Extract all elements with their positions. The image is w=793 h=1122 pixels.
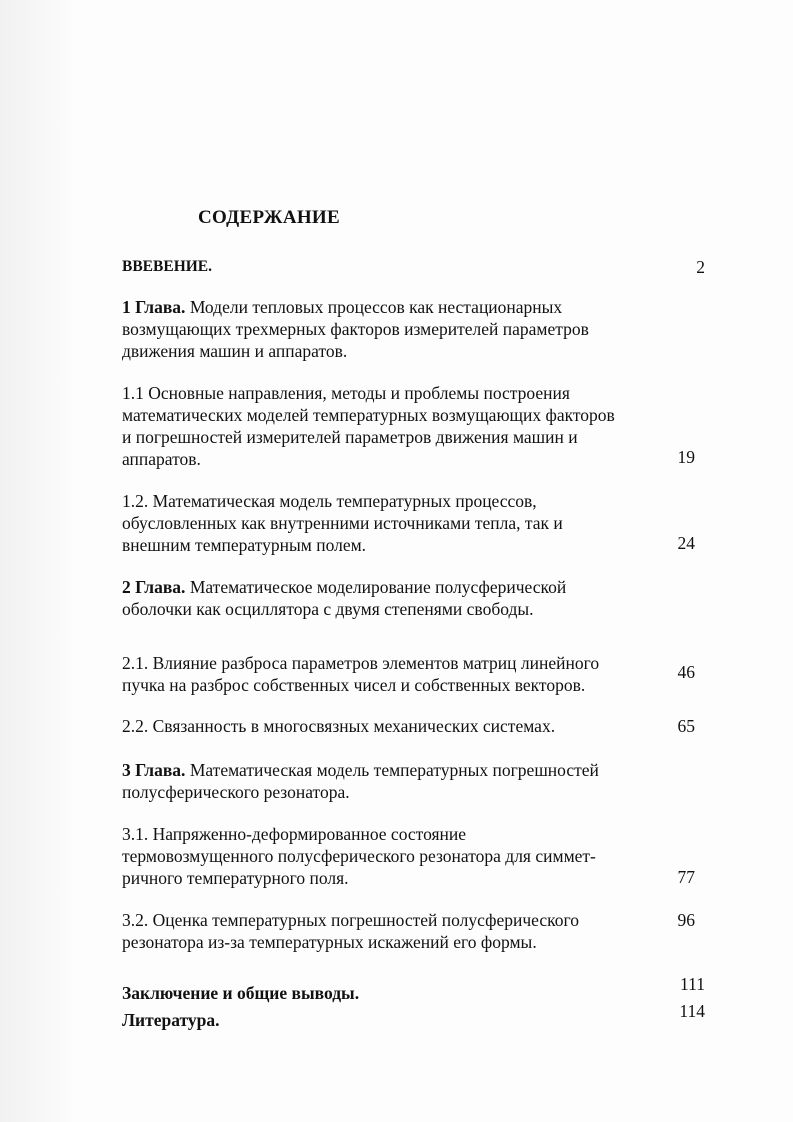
toc-literature-label: Литература. <box>122 1010 220 1030</box>
toc-chapter-1-lead: 1 Глава. <box>122 297 186 317</box>
toc-intro-label: ВВЕВЕНИЕ. <box>122 258 213 275</box>
toc-section-1-2-page: 24 <box>677 533 695 553</box>
toc-section-1-1-line-1: 1.1 Основные направления, методы и проблемы построения <box>122 383 570 403</box>
toc-literature-page: 114 <box>679 1001 705 1021</box>
toc-chapter-1-line-3: движения машин и аппаратов. <box>122 341 348 361</box>
toc-conclusion-page: 111 <box>680 974 705 994</box>
toc-section-3-1-line-2: термовозмущенного полусферического резонатора для симмет- <box>122 846 596 866</box>
toc-section-3-2-page: 96 <box>677 910 695 930</box>
toc-chapter-2-lead: 2 Глава. <box>122 577 186 597</box>
scan-shadow <box>0 0 82 1122</box>
toc-chapter-1-line-2: возмущающих трехмерных факторов измерителей параметров <box>122 319 589 339</box>
toc-section-2-2-page: 65 <box>677 716 695 736</box>
toc-section-1-1-page: 19 <box>677 447 695 467</box>
toc-section-1-2-line-2: обусловленных как внутренними источниками тепла, так и <box>122 513 563 533</box>
toc-section-1-1-line-4: аппаратов. <box>122 449 201 469</box>
toc-chapter-1-line-1 <box>122 296 562 318</box>
toc-section-1-2-line-3: внешним температурным полем. <box>122 535 367 555</box>
toc-chapter-2-title: Математическое моделирование полусферической <box>185 577 567 597</box>
toc-chapter-2-line-2: оболочки как осциллятора с двумя степенями свободы. <box>122 599 534 619</box>
toc-section-3-1-line-3: ричного температурного поля. <box>122 868 349 888</box>
toc-section-3-1-line-1: 3.1. Напряженно-деформированное состояние <box>122 824 467 844</box>
toc-section-3-2-line-1: 3.2. Оценка температурных погрешностей полусферического <box>122 910 579 930</box>
toc-chapter-3-line-1 <box>122 759 599 781</box>
toc-chapter-3-line-2: полусферического резонатора. <box>122 782 350 802</box>
toc-chapter-2-line-1 <box>122 576 566 598</box>
toc-intro-page: 2 <box>696 257 705 277</box>
toc-section-2-2-line-1: 2.2. Связанность в многосвязных механических системах. <box>122 716 556 736</box>
toc-conclusion-label: Заключение и общие выводы. <box>122 983 360 1003</box>
toc-section-2-1-line-2: пучка на разброс собственных чисел и собственных векторов. <box>122 675 586 695</box>
toc-section-3-1-page: 77 <box>677 867 695 887</box>
toc-chapter-3-lead: 3 Глава. <box>122 760 186 780</box>
toc-section-3-2-line-2: резонатора из-за температурных искажений его формы. <box>122 932 537 952</box>
toc-chapter-3-title: Математическая модель температурных погрешностей <box>185 760 599 780</box>
toc-section-1-1-line-2: математических моделей температурных возмущающих факторов <box>122 405 615 425</box>
toc-section-1-2-line-1: 1.2. Математическая модель температурных процессов, <box>122 491 537 511</box>
toc-chapter-1-title: Модели тепловых процессов как нестационарных <box>185 297 563 317</box>
toc-section-1-1-line-3: и погрешностей измерителей параметров движения машин и <box>122 427 578 447</box>
page-title: СОДЕРЖАНИЕ <box>198 207 340 228</box>
toc-section-2-1-page: 46 <box>677 662 695 682</box>
toc-section-2-1-line-1: 2.1. Влияние разброса параметров элементов матриц линейного <box>122 653 600 673</box>
